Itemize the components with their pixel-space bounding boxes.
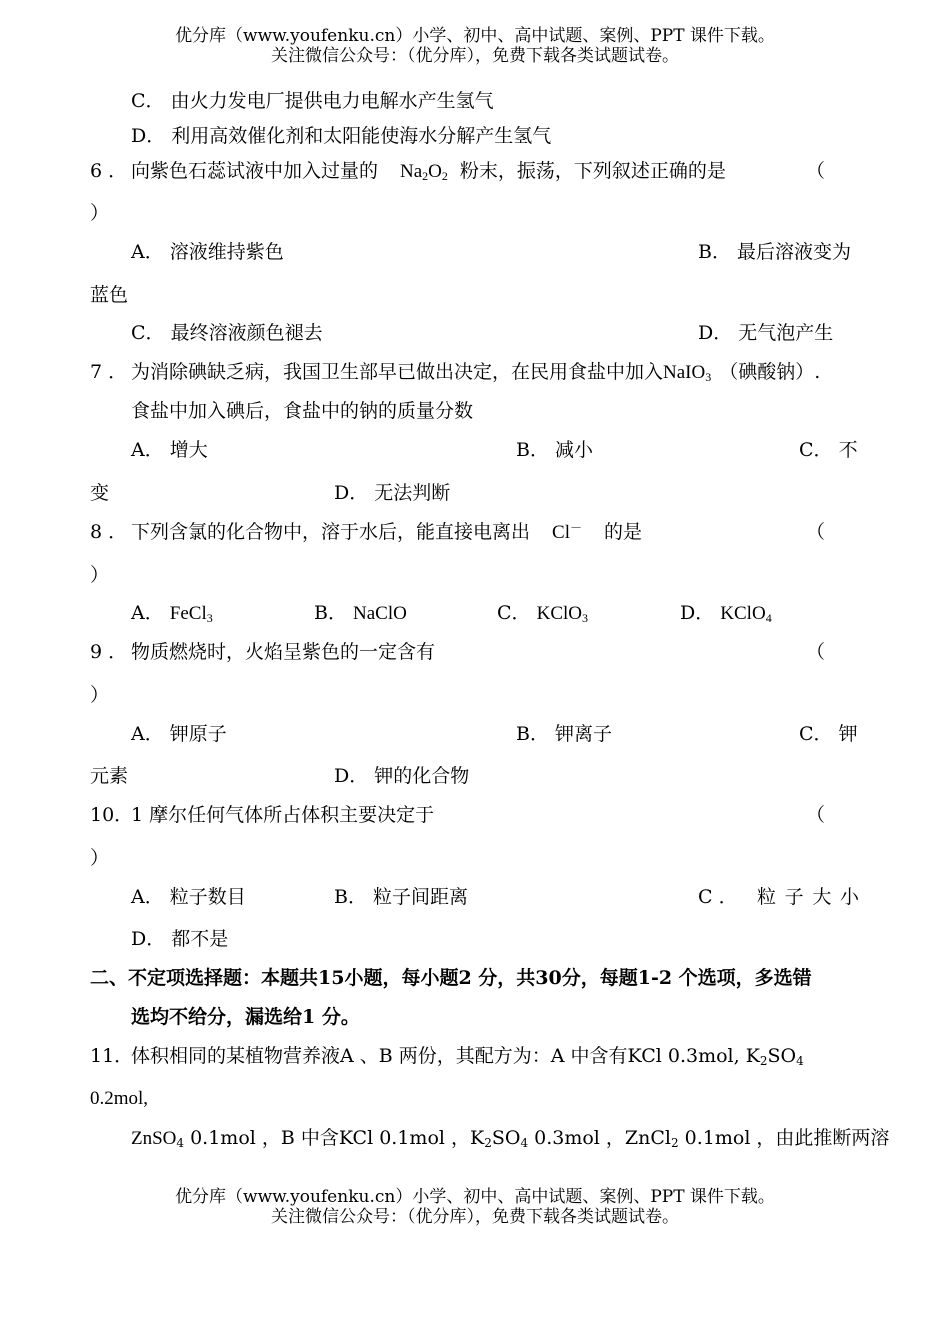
page-header-line2: 关注微信公众号：（优分库），免费下载各类试题试卷。 — [271, 46, 679, 66]
q7-formula: NaIO$_3$ — [663, 362, 712, 384]
q6-option-b-cont: 蓝色 — [90, 284, 129, 306]
q9-paren-open: （ — [806, 641, 826, 663]
q8-stem: 下列含氯的化合物中，溶于水后，能直接电离出 Cl－ 的是 — [131, 521, 642, 543]
q7-option-a: A． 增大 — [131, 439, 208, 461]
section2-heading: 二、不定项选择题：本题共15小题，每小题2 分，共30分，每题1-2 个选项，多选错 — [90, 967, 812, 989]
q8-option-b: B． NaClO — [314, 602, 407, 624]
q10-paren-open: （ — [806, 804, 826, 826]
q10-stem: 1 摩尔任何气体所占体积主要决定于 — [131, 804, 435, 826]
q9-option-c: C． 钾 — [799, 723, 858, 745]
q11-stem: 体积相同的某植物营养液A 、B 两份，其配方为：A 中含有KCl 0.3mol, $K_2SO_4$ — [131, 1045, 804, 1068]
q5-option-c: C． 由火力发电厂提供电力电解水产生氢气 — [131, 90, 494, 112]
q6-paren-close: ） — [90, 202, 110, 224]
q7-option-c-cont: 变 — [90, 482, 110, 504]
q10-option-a: A． 粒子数目 — [131, 886, 246, 908]
q6-number: 6 ． — [90, 160, 128, 182]
page-footer-line1: 优分库（www.youfenku.cn）小学、初中、高中试题、案例、PPT 课件下载。 — [175, 1187, 775, 1207]
q6-formula: $Na_2O_2$ — [400, 161, 448, 183]
q8-number: 8 ． — [90, 521, 128, 543]
q10-option-b: B． 粒子间距离 — [334, 886, 469, 908]
q6-option-a: A． 溶液维持紫色 — [131, 241, 284, 263]
q9-option-d: D． 钾的化合物 — [334, 765, 470, 787]
q7-option-d: D． 无法判断 — [334, 482, 451, 504]
q6-stem: 向紫色石蕊试液中加入过量的 $Na_2O_2$ 粉末，振荡，下列叙述正确的是 — [131, 160, 726, 183]
q10-option-c-label: C ． — [698, 886, 738, 908]
q9-number: 9 ． — [90, 641, 128, 663]
q7-stem: 为消除碘缺乏病，我国卫生部早已做出决定，在民用食盐中加入NaIO$_3$ （碘酸钠）. — [131, 361, 821, 384]
q9-option-c-cont: 元素 — [90, 765, 129, 787]
q10-number: 10． — [90, 804, 134, 826]
q9-stem: 物质燃烧时，火焰呈紫色的一定含有 — [131, 641, 436, 663]
q8-paren-close: ） — [90, 564, 110, 586]
q9-paren-close: ） — [90, 684, 110, 706]
page-header-line1: 优分库（www.youfenku.cn）小学、初中、高中试题、案例、PPT 课件下载。 — [175, 26, 775, 46]
q7-number: 7 ． — [90, 361, 128, 383]
q9-option-b: B． 钾离子 — [516, 723, 613, 745]
q8-option-d: D． KClO$_4$ — [680, 602, 772, 625]
q6-paren-open: （ — [806, 160, 826, 182]
q8-paren-open: （ — [806, 521, 826, 543]
section2-heading-line2: 选均不给分，漏选给1 分。 — [131, 1006, 360, 1028]
q11-stem-line2: 0.2mol, — [90, 1088, 149, 1109]
q7-option-b: B． 减小 — [516, 439, 594, 461]
page-footer-line2: 关注微信公众号：（优分库），免费下载各类试题试卷。 — [271, 1207, 679, 1227]
q8-ion: Cl－ — [552, 521, 582, 543]
q10-option-d: D． 都不是 — [131, 928, 229, 950]
q6-option-b: B． 最后溶液变为 — [698, 241, 852, 263]
q7-option-c: C． 不 — [799, 439, 858, 461]
q5-option-d: D． 利用高效催化剂和太阳能使海水分解产生氢气 — [131, 125, 552, 147]
q10-option-c-text: 粒 子 大 小 — [757, 886, 859, 908]
q10-paren-close: ） — [90, 847, 110, 869]
q11-number: 11． — [90, 1045, 134, 1067]
q8-option-a: A． FeCl$_3$ — [131, 602, 213, 625]
q6-option-c: C． 最终溶液颜色褪去 — [131, 322, 323, 344]
q6-option-d: D． 无气泡产生 — [698, 322, 834, 344]
q8-option-c: C． KClO$_3$ — [497, 602, 588, 625]
q7-stem-line2: 食盐中加入碘后，食盐中的钠的质量分数 — [131, 400, 474, 422]
q9-option-a: A． 钾原子 — [131, 723, 227, 745]
q11-stem-line3: ZnSO$_4$ 0.1mol ，B 中含KCl 0.1mol ，$K_2SO_4$ 0.3mol ，ZnCl$_2$ 0.1mol ，由此推断两溶 — [131, 1127, 890, 1150]
